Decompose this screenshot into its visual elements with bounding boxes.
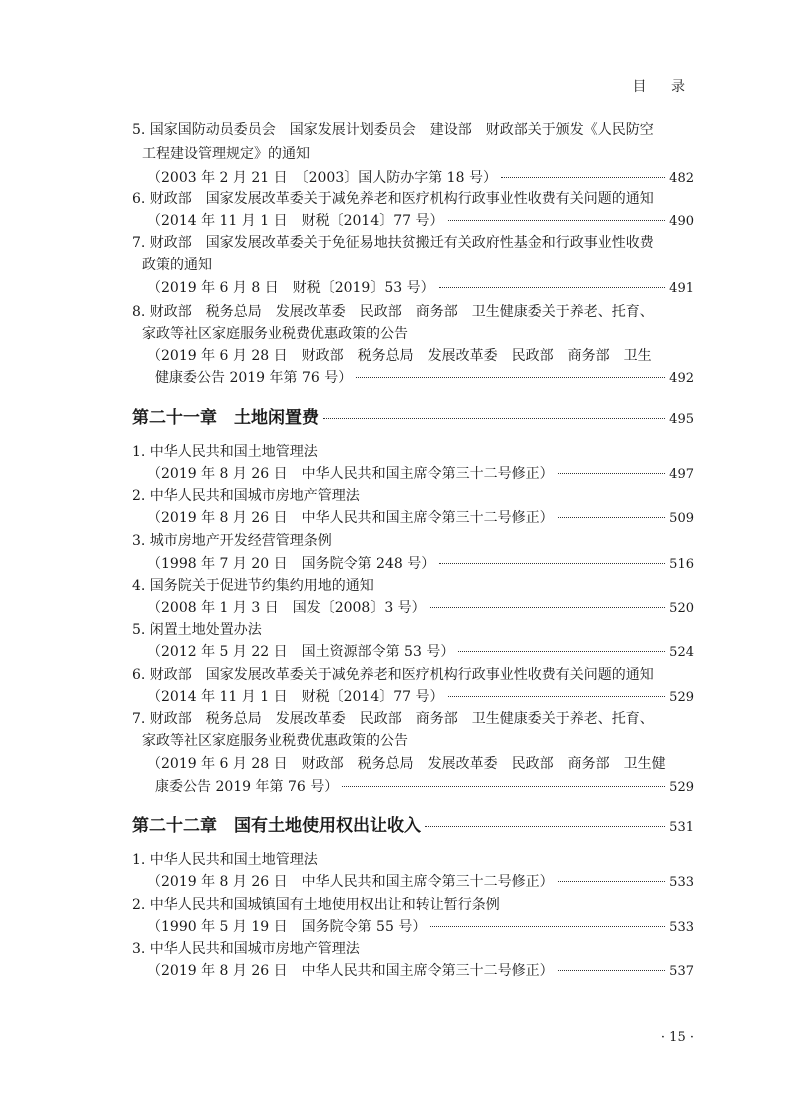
toc-page-number: 529 bbox=[669, 690, 694, 705]
toc-entry-line bbox=[147, 686, 694, 708]
toc-entry-line bbox=[155, 776, 694, 798]
toc-entry-text: （1998 年 7 月 20 日 国务院令第 248 号） bbox=[147, 556, 436, 572]
toc-entry-line bbox=[147, 463, 694, 485]
toc-entry-line bbox=[142, 143, 694, 165]
toc-entry-line bbox=[132, 441, 694, 463]
toc-page-number: 516 bbox=[669, 557, 694, 572]
dot-leader bbox=[323, 417, 665, 419]
toc-entry-line bbox=[147, 210, 694, 232]
toc-entry-text: 7. 财政部 税务总局 发展改革委 民政部 商务部 卫生健康委关于养老、托育、 bbox=[132, 711, 654, 727]
toc-entry-text: （2014 年 11 月 1 日 财税〔2014〕77 号） bbox=[147, 689, 444, 705]
dot-leader bbox=[448, 695, 666, 697]
toc-entry-text: （2014 年 11 月 1 日 财税〔2014〕77 号） bbox=[147, 213, 444, 229]
toc-entry-text: 6. 财政部 国家发展改革委关于减免养老和医疗机构行政事业性收费有关问题的通知 bbox=[132, 191, 654, 207]
dot-leader bbox=[448, 219, 666, 221]
toc-entry-line bbox=[147, 916, 694, 938]
toc-entry-text: （2019 年 6 月 28 日 财政部 税务总局 发展改革委 民政部 商务部 卫生健 bbox=[147, 756, 666, 772]
toc-entry-line bbox=[147, 753, 694, 775]
dot-leader bbox=[430, 925, 665, 927]
toc-entry-text: 家政等社区家庭服务业税费优惠政策的公告 bbox=[142, 733, 408, 749]
toc-page-number: 491 bbox=[669, 281, 694, 296]
toc-chapter-heading bbox=[132, 405, 694, 431]
toc-entry-text: 5. 闲置土地处置办法 bbox=[132, 622, 262, 638]
toc-page-number: 533 bbox=[669, 875, 694, 890]
toc-entry-line bbox=[147, 507, 694, 529]
toc-entry-line bbox=[132, 894, 694, 916]
toc-page-number: 495 bbox=[669, 412, 694, 427]
dot-leader bbox=[558, 969, 666, 971]
toc-entry-text: 第二十二章 国有土地使用权出让收入 bbox=[132, 816, 421, 836]
toc-entry-text: （2019 年 6 月 8 日 财税〔2019〕53 号） bbox=[147, 280, 435, 296]
toc-entry-line bbox=[132, 232, 694, 254]
toc-entry-text: （2019 年 8 月 26 日 中华人民共和国主席令第三十二号修正） bbox=[147, 466, 554, 482]
dot-leader bbox=[558, 516, 666, 518]
toc-page-number: 537 bbox=[669, 964, 694, 979]
toc-entry-line bbox=[132, 619, 694, 641]
toc-entry-text: 2. 中华人民共和国城市房地产管理法 bbox=[132, 488, 360, 504]
toc-entry-line bbox=[147, 553, 694, 575]
dot-leader bbox=[501, 176, 665, 178]
toc-entry-text: 政策的通知 bbox=[142, 257, 212, 273]
toc-page-number: 529 bbox=[669, 780, 694, 795]
dot-leader bbox=[558, 880, 666, 882]
toc-entry-text: 2. 中华人民共和国城镇国有土地使用权出让和转让暂行条例 bbox=[132, 897, 500, 913]
toc-entry-text: 3. 中华人民共和国城市房地产管理法 bbox=[132, 941, 360, 957]
running-header: 目 录 bbox=[632, 79, 695, 95]
dot-leader bbox=[558, 472, 666, 474]
toc-entry-text: 1. 中华人民共和国土地管理法 bbox=[132, 444, 318, 460]
toc-entry-line bbox=[147, 277, 694, 299]
toc-entry-text: 工程建设管理规定》的通知 bbox=[142, 146, 310, 162]
toc-entry-text: 1. 中华人民共和国土地管理法 bbox=[132, 852, 318, 868]
toc-entry-text: 4. 国务院关于促进节约集约用地的通知 bbox=[132, 578, 374, 594]
dot-leader bbox=[342, 785, 665, 787]
toc-entry-line bbox=[142, 254, 694, 276]
toc-page-number: 524 bbox=[669, 645, 694, 660]
dot-leader bbox=[439, 286, 666, 288]
toc-entry-text: （2019 年 6 月 28 日 财政部 税务总局 发展改革委 民政部 商务部 卫生 bbox=[147, 348, 652, 364]
toc-page-number: 531 bbox=[669, 820, 694, 835]
dot-leader bbox=[425, 825, 665, 827]
toc-page-number: 490 bbox=[669, 214, 694, 229]
toc-entry-line bbox=[132, 708, 694, 730]
toc-entry-text: 7. 财政部 国家发展改革委关于免征易地扶贫搬迁有关政府性基金和行政事业性收费 bbox=[132, 235, 654, 251]
toc-entry-text: 健康委公告 2019 年第 76 号） bbox=[155, 370, 353, 386]
toc-entry-text: （2008 年 1 月 3 日 国发〔2008〕3 号） bbox=[147, 600, 426, 616]
toc-entry-line bbox=[132, 119, 694, 141]
dot-leader bbox=[458, 650, 665, 652]
toc-entry-text: （2019 年 8 月 26 日 中华人民共和国主席令第三十二号修正） bbox=[147, 510, 554, 526]
toc-entry-text: 8. 财政部 税务总局 发展改革委 民政部 商务部 卫生健康委关于养老、托育、 bbox=[132, 304, 654, 320]
toc-entry-line bbox=[132, 664, 694, 686]
page-number: · 15 · bbox=[660, 1030, 694, 1045]
toc-entry-text: （2012 年 5 月 22 日 国土资源部令第 53 号） bbox=[147, 644, 455, 660]
toc-entry-line bbox=[132, 938, 694, 960]
toc-page-number: 497 bbox=[669, 467, 694, 482]
toc-entry-text: 第二十一章 土地闲置费 bbox=[132, 408, 319, 428]
toc-entry-line bbox=[132, 485, 694, 507]
toc-page-number: 533 bbox=[669, 920, 694, 935]
toc-entry-line bbox=[147, 871, 694, 893]
toc-entry-text: 家政等社区家庭服务业税费优惠政策的公告 bbox=[142, 326, 408, 342]
toc-entry-line bbox=[132, 188, 694, 210]
toc-entry-text: （1990 年 5 月 19 日 国务院令第 55 号） bbox=[147, 919, 427, 935]
toc-entry-line bbox=[142, 323, 694, 345]
toc-entry-text: 3. 城市房地产开发经营管理条例 bbox=[132, 533, 332, 549]
toc-page-number: 482 bbox=[669, 171, 694, 186]
toc-entry-line bbox=[147, 960, 694, 982]
toc-entry-line bbox=[155, 367, 694, 389]
toc-entry-line bbox=[147, 345, 694, 367]
toc-entry-text: （2003 年 2 月 21 日 〔2003〕国人防办字第 18 号） bbox=[147, 170, 497, 186]
toc-entry-line bbox=[132, 849, 694, 871]
toc-entry-line bbox=[147, 641, 694, 663]
toc-page-number: 492 bbox=[669, 371, 694, 386]
dot-leader bbox=[356, 376, 665, 378]
dot-leader bbox=[430, 606, 665, 608]
toc-entry-line bbox=[132, 301, 694, 323]
toc-entry-line bbox=[142, 730, 694, 752]
toc-entry-text: （2019 年 8 月 26 日 中华人民共和国主席令第三十二号修正） bbox=[147, 963, 554, 979]
toc-entry-text: （2019 年 8 月 26 日 中华人民共和国主席令第三十二号修正） bbox=[147, 874, 554, 890]
toc-entry-line bbox=[132, 530, 694, 552]
toc-entry-text: 康委公告 2019 年第 76 号） bbox=[155, 779, 339, 795]
toc-entry-line bbox=[147, 597, 694, 619]
toc-entry-text: 6. 财政部 国家发展改革委关于减免养老和医疗机构行政事业性收费有关问题的通知 bbox=[132, 667, 654, 683]
toc-page-number: 520 bbox=[669, 601, 694, 616]
toc-page-number: 509 bbox=[669, 511, 694, 526]
toc-entry-text: 5. 国家国防动员委员会 国家发展计划委员会 建设部 财政部关于颁发《人民防空 bbox=[132, 122, 654, 138]
dot-leader bbox=[439, 562, 665, 564]
toc-chapter-heading bbox=[132, 813, 694, 839]
toc-entry-line bbox=[147, 167, 694, 189]
toc-entry-line bbox=[132, 575, 694, 597]
